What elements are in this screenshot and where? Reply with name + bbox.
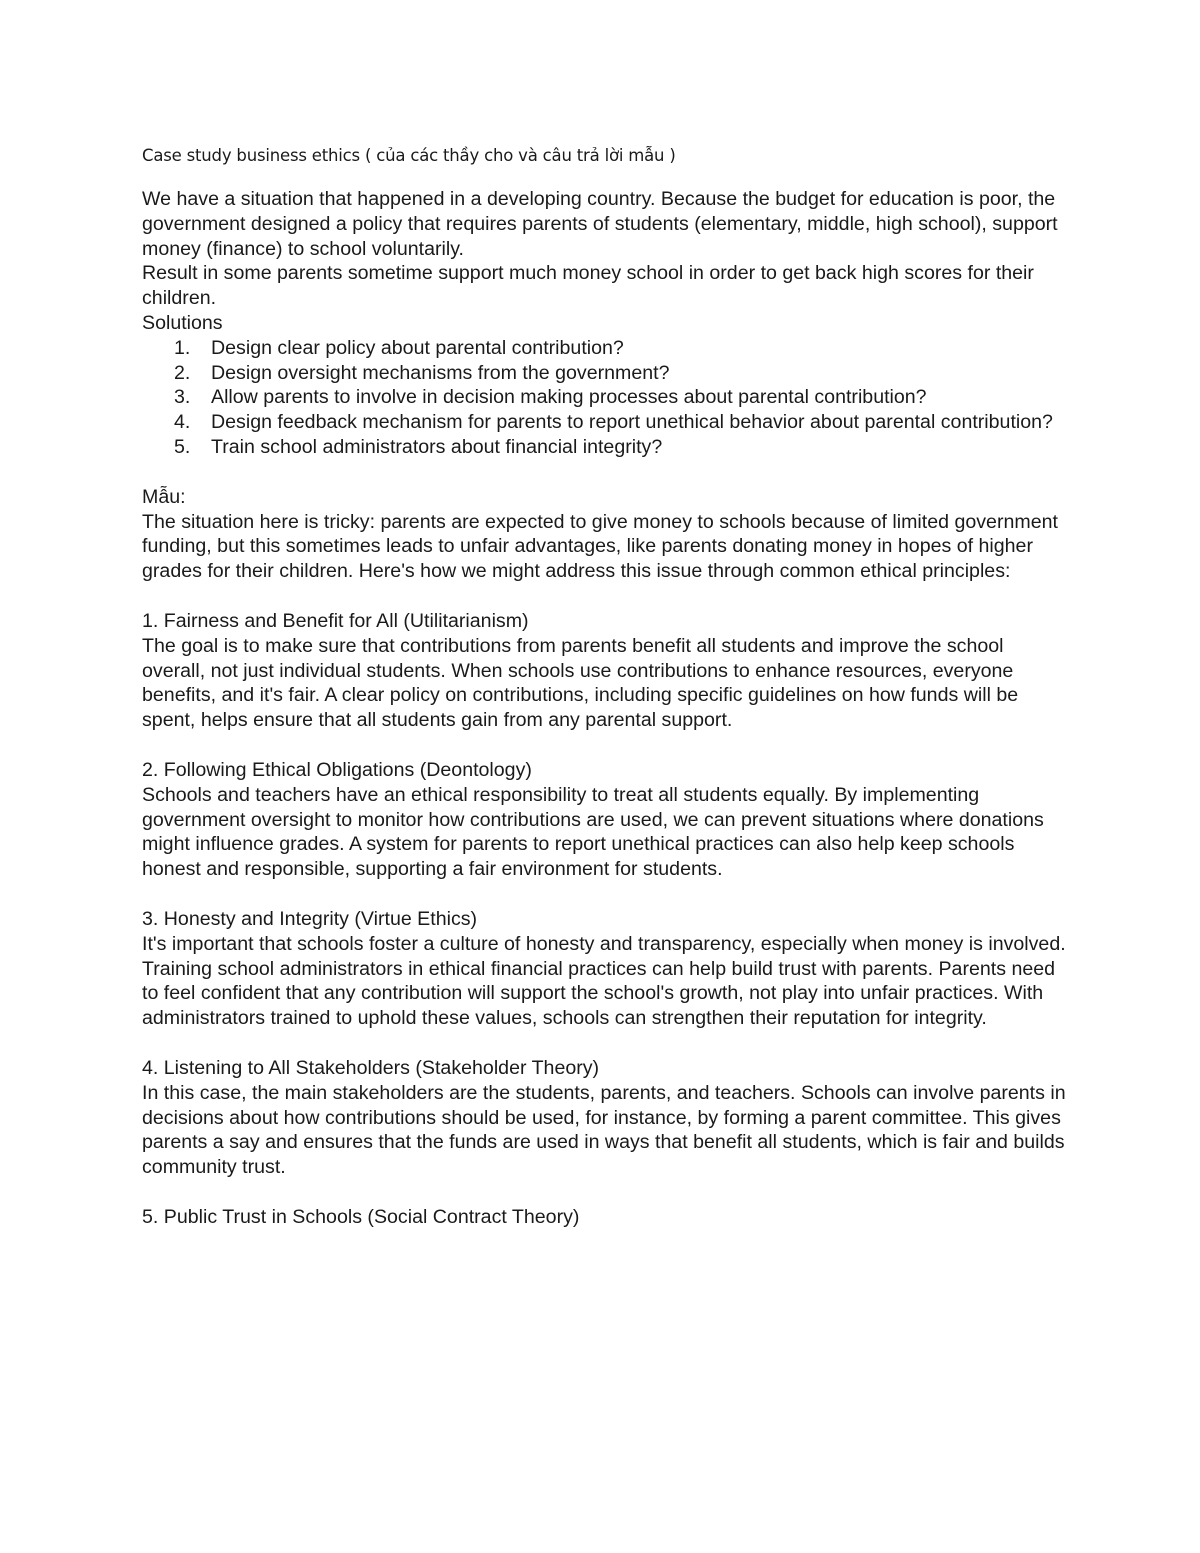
intro-paragraph: We have a situation that happened in a developing country. Because the budget for education is poor, the government designed a policy that requires parents of students (elementary, middle, high school), support money (finance) to school voluntarily. (142, 188, 1058, 260)
solutions-heading: Solutions (142, 311, 223, 334)
document-page (142, 144, 1072, 1230)
list-item-text: Design oversight mechanisms from the government? (211, 361, 670, 384)
section-heading: 4. Listening to All Stakeholders (Stakeholder Theory) (142, 1056, 600, 1079)
list-item-text: Allow parents to involve in decision making processes about parental contribution? (211, 386, 927, 409)
section-heading: 1. Fairness and Benefit for All (Utilitarianism) (142, 609, 529, 632)
list-item-text: Train school administrators about financial integrity? (211, 435, 663, 458)
document-title: Case study business ethics ( của các thầy cho và câu trả lời mẫu ) (142, 146, 676, 165)
section-body: Schools and teachers have an ethical responsibility to treat all students equally. By implementing government oversight to monitor how contributions are used, we can prevent situations where donations might influence grades. A system for parents to report unethical practices can also help keep schools honest and responsible, supporting a fair environment for students. (142, 783, 1044, 881)
spacer (142, 1031, 1072, 1056)
section-stakeholder-theory (142, 1056, 1072, 1180)
spacer (142, 584, 1072, 609)
list-item-text: Design clear policy about parental contribution? (211, 336, 624, 359)
list-item-number: 1. (174, 336, 191, 359)
list-item-text: Design feedback mechanism for parents to report unethical behavior about parental contribution? (211, 411, 1053, 434)
section-virtue-ethics (142, 907, 1072, 1031)
list-item (142, 410, 1072, 435)
section-body: It's important that schools foster a culture of honesty and transparency, especially when money is involved. Training school administrators in ethical financial practices can help build trust with parents. Parents need to feel confident that any contribution will support the school's growth, not play into unfair practices. With administrators trained to uphold these values, schools can strengthen their reputation for integrity. (142, 932, 1066, 1030)
section-body: In this case, the main stakeholders are the students, parents, and teachers. Schools can involve parents in decisions about how contributions should be used, for instance, by forming a parent committee. This gives parents a say and ensures that the funds are used in ways that benefit all students, which is fair and builds community trust. (142, 1081, 1066, 1179)
sample-intro-paragraph: The situation here is tricky: parents are expected to give money to schools because of limited government funding, but this sometimes leads to unfair advantages, like parents donating money in hopes of higher grades for their children. Here's how we might address this issue through common ethical principles: (142, 510, 1058, 583)
list-item (142, 361, 1072, 386)
spacer (142, 882, 1072, 907)
list-item-number: 4. (174, 411, 191, 434)
section-deontology (142, 758, 1072, 882)
section-body: The goal is to make sure that contributions from parents benefit all students and improve the school overall, not just individual students. When schools use contributions to enhance resources, everyone benefits, and it's fair. A clear policy on contributions, including specific guidelines on how funds will be spent, helps ensure that all students gain from any parental support. (142, 634, 1019, 732)
section-heading: 3. Honesty and Integrity (Virtue Ethics) (142, 907, 478, 930)
list-item (142, 336, 1072, 361)
solutions-list (142, 336, 1072, 460)
list-item-number: 2. (174, 361, 191, 384)
spacer (142, 460, 1072, 485)
list-item (142, 435, 1072, 460)
sample-heading: Mẫu: (142, 485, 186, 508)
list-item-number: 3. (174, 386, 191, 409)
list-item-number: 5. (174, 435, 191, 458)
section-utilitarianism (142, 609, 1072, 733)
spacer (142, 1180, 1072, 1205)
list-item (142, 385, 1072, 410)
section-social-contract-theory (142, 1205, 1072, 1230)
spacer (142, 733, 1072, 758)
section-heading: 2. Following Ethical Obligations (Deontology) (142, 758, 532, 781)
result-paragraph: Result in some parents sometime support much money school in order to get back high scores for their children. (142, 262, 1034, 310)
section-heading: 5. Public Trust in Schools (Social Contract Theory) (142, 1205, 580, 1228)
